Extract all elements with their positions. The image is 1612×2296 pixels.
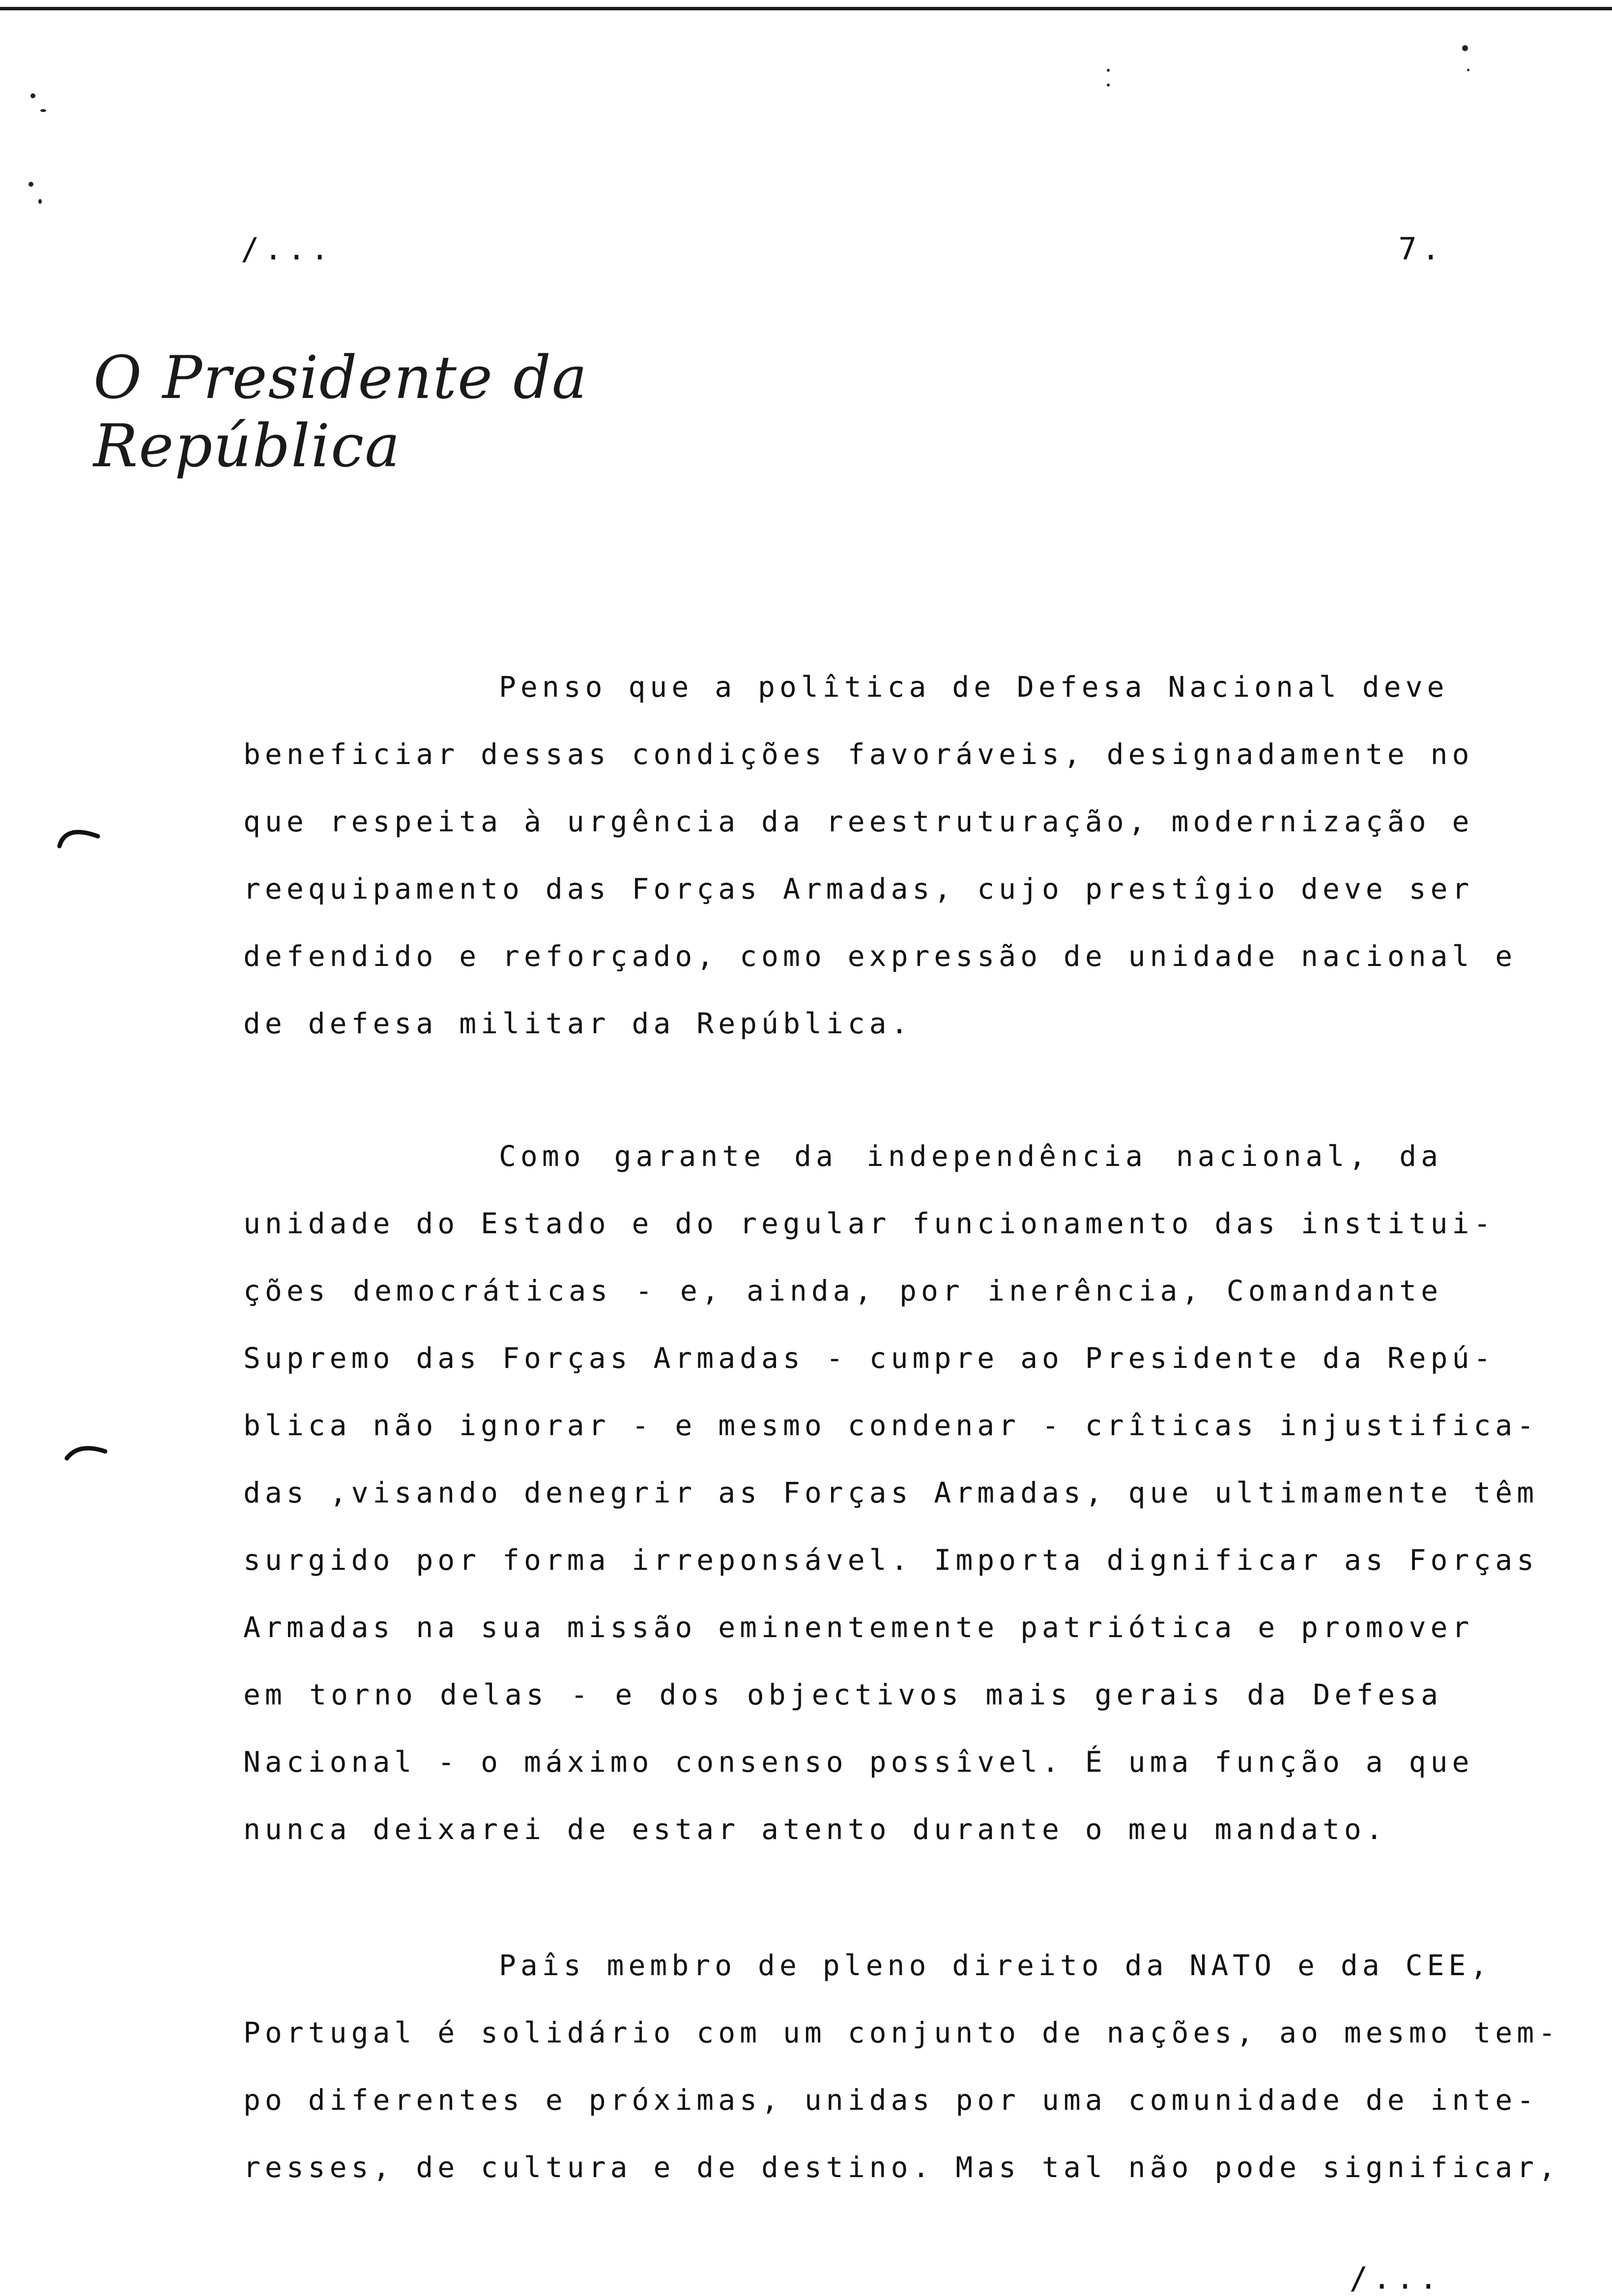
paragraph-line: po diferentes e próximas, unidas por uma comunidade de inte- <box>243 2083 1539 2117</box>
document-body <box>243 653 1560 2201</box>
paragraph <box>243 1123 1539 1863</box>
paragraph-line: Nacional - o máximo consenso possîvel. É uma função a que <box>243 1745 1474 1779</box>
punch-hole-mark-icon <box>57 821 101 850</box>
paragraph-line: reequipamento das Forças Armadas, cujo prestîgio deve ser <box>243 872 1474 906</box>
paragraph-line: em torno delas - e dos objectivos mais gerais da Defesa <box>243 1678 1442 1711</box>
scan-speck <box>1467 69 1469 71</box>
paragraph-line: beneficiar dessas condições favoráveis, designadamente no <box>243 737 1474 771</box>
scan-speck <box>38 199 42 204</box>
paragraph-line: defendido e reforçado, como expressão de unidade nacional e <box>243 939 1517 973</box>
paragraph-line: Armadas na sua missão eminentemente patriótica e promover <box>243 1611 1474 1644</box>
page-number: 7. <box>1398 231 1445 267</box>
paragraph-line: resses, de cultura e de destino. Mas tal não pode significar, <box>243 2151 1560 2184</box>
paragraph-line: Supremo das Forças Armadas - cumpre ao Presidente da Repú- <box>243 1341 1496 1375</box>
continuation-next-marker: /... <box>1349 2260 1442 2296</box>
paragraph-line: Portugal é solidário com um conjunto de nações, ao mesmo tem- <box>243 2016 1560 2049</box>
page-header <box>241 231 1445 275</box>
continuation-prev-marker: /... <box>241 231 334 267</box>
paragraph-line: Como garante da independência nacional, da <box>499 1139 1442 1173</box>
paragraph-line: de defesa militar da República. <box>243 1007 913 1040</box>
scan-speck <box>1107 69 1110 72</box>
paragraph <box>243 653 1517 1057</box>
scan-speck <box>40 109 46 112</box>
paragraph-line: Paîs membro de pleno direito da NATO e da CEE, <box>499 1949 1492 1982</box>
paragraph-line: Penso que a polîtica de Defesa Nacional deve <box>499 670 1449 704</box>
punch-hole-mark-icon <box>64 1440 108 1464</box>
letterhead-title: O Presidente da República <box>93 344 588 481</box>
letterhead <box>93 344 732 481</box>
paragraph-line: unidade do Estado e do regular funcionamento das institui- <box>243 1207 1496 1240</box>
scan-speck <box>1462 45 1468 51</box>
paragraph-line: blica não ignorar - e mesmo condenar - crîticas injustifica- <box>243 1409 1539 1442</box>
paragraph-line: das ,visando denegrir as Forças Armadas, que ultimamente têm <box>243 1476 1539 1509</box>
scan-speck <box>1107 84 1110 86</box>
top-scan-rule <box>0 7 1612 10</box>
paragraph-line: nunca deixarei de estar atento durante o meu mandato. <box>243 1813 1387 1846</box>
paragraph-line: surgido por forma irreponsável. Importa dignificar as Forças <box>243 1543 1539 1577</box>
scan-speck <box>30 93 35 98</box>
paragraph-line: que respeita à urgência da reestruturação, modernização e <box>243 805 1474 838</box>
scan-speck <box>29 182 33 187</box>
paragraph <box>243 1932 1560 2201</box>
paragraph-line: ções democráticas - e, ainda, por inerência, Comandante <box>243 1274 1442 1307</box>
